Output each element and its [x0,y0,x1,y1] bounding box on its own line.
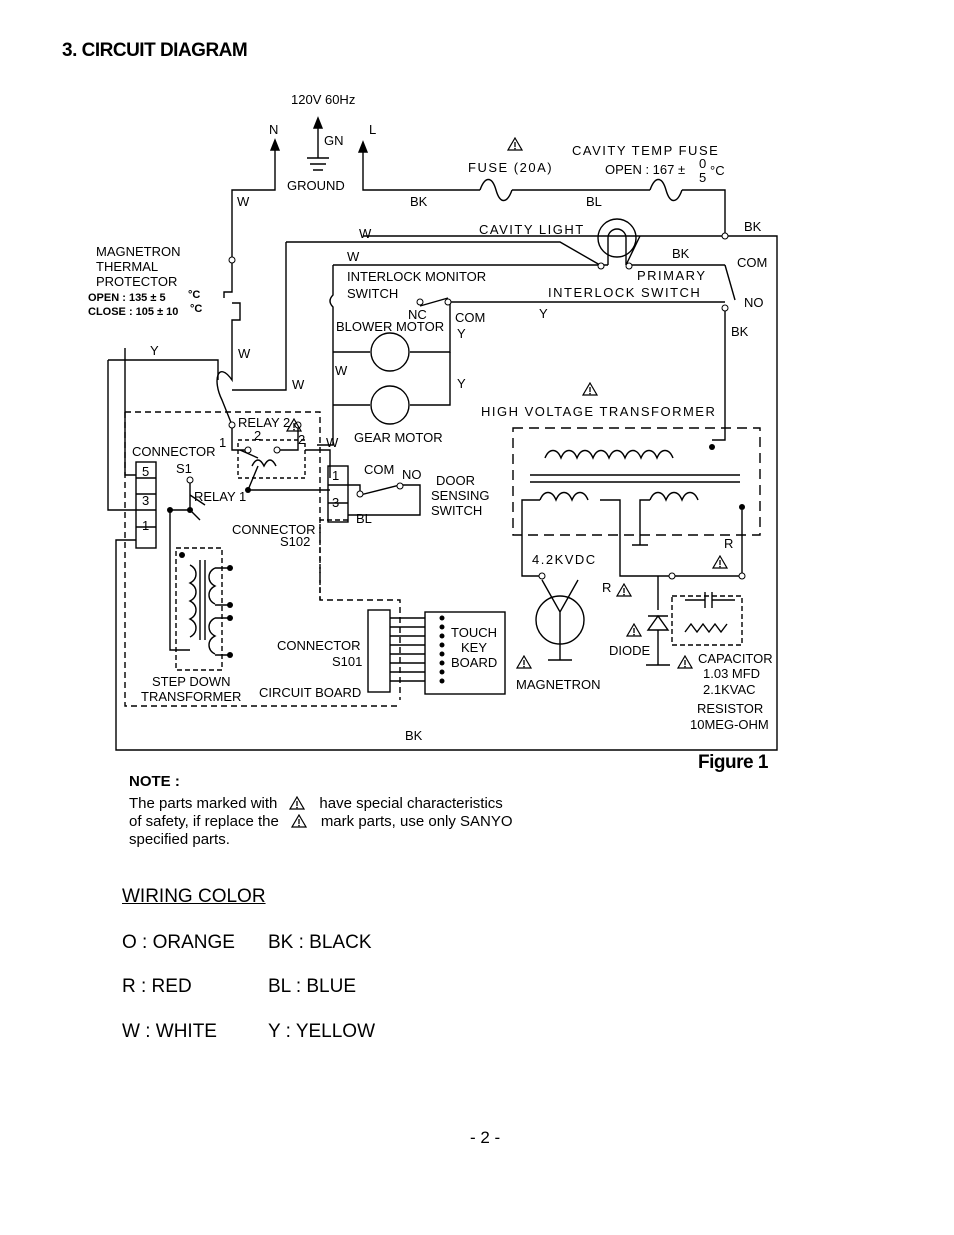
gn-label: GN [324,133,344,148]
hv-dc-label: 4.2KVDC [532,552,597,567]
resistor-value: 10MEG-OHM [690,717,769,732]
mtp-open-unit: °C [188,289,201,301]
wire-label-w: W [292,377,305,392]
relay2-label: RELAY 2 [238,415,291,430]
magnetron-label: MAGNETRON [516,677,601,692]
capacitor-value: 1.03 MFD [703,666,761,681]
open-temp-label: OPEN : 167 ± [605,162,686,177]
relay-pin-1: 1 [219,435,227,450]
neutral-label: N [269,122,279,137]
hv-transformer-label: HIGH VOLTAGE TRANSFORMER [481,404,717,419]
wiring-color-entry: BL : BLUE [268,976,357,997]
interlock-monitor-label-1: INTERLOCK MONITOR [347,269,487,284]
capacitor-voltage: 2.1KVAC [703,682,756,697]
relay-pin-2: 2 [254,428,262,443]
page-title: 3. CIRCUIT DIAGRAM [62,40,248,61]
note-title: NOTE : [129,773,180,790]
connector-s102-label: CONNECTOR [232,522,316,537]
tolerance-top: 0 [699,156,707,171]
connector-s102-id: S102 [280,534,311,549]
warning-icon [289,796,305,810]
mtp-label-1: MAGNETRON [96,244,181,259]
com-label: COM [737,255,768,270]
note-text: of safety, if replace the [129,813,279,830]
door-sensing-label-1: DOOR [436,473,475,488]
step-down-transformer-outline [176,548,222,670]
capacitor-resistor-outline [672,596,742,645]
cavity-temp-fuse-label: CAVITY TEMP FUSE [572,143,720,158]
pin-1-label: 1 [142,518,150,533]
wire-label-w: W [347,249,360,264]
wire-label-w: W [238,346,251,361]
wiring-color-entry: O : ORANGE [122,932,235,953]
wire-label-y: Y [457,326,466,341]
note-text: have special characteristics [319,795,503,812]
wire-label-bk: BK [672,246,690,261]
warning-icon [291,814,307,828]
touch-key-label-3: BOARD [451,655,498,670]
warning-icon [617,584,631,596]
wiring-color-entry: W : WHITE [122,1021,217,1042]
wire-label-bk: BK [405,728,423,743]
note-line-2 [129,813,513,830]
interlock-monitor-label-2: SWITCH [347,286,399,301]
warning-icon [517,656,531,668]
interlock-switch-label: INTERLOCK SWITCH [548,285,702,300]
line-wire [363,150,480,190]
fuse-symbol [480,180,512,201]
line-label: L [369,122,377,137]
wiring-color-title: WIRING COLOR [122,886,266,907]
wire-label-bl: BL [586,194,602,209]
circuit-board-label: CIRCUIT BOARD [259,685,362,700]
primary-interlock-contact [725,265,735,300]
warning-icon [678,656,692,668]
note-text: The parts marked with [129,795,278,812]
cavity-temp-fuse-symbol [650,180,682,201]
supply-label: 120V 60Hz [291,92,356,107]
connector-s101-id: S101 [332,654,363,669]
com-label: COM [455,310,486,325]
cavity-light-bulb [598,219,636,257]
note-line-3: specified parts. [129,831,230,848]
degree-label: °C [710,163,725,178]
interlock-monitor-contact [420,298,448,306]
wire-label-w: W [335,363,348,378]
resistor-label: RESISTOR [697,701,764,716]
wire-label-r: R [602,580,612,595]
connector-s101-block [368,610,390,692]
no-label: NO [402,467,422,482]
note-line-1 [129,795,503,812]
step-down-label-1: STEP DOWN [152,674,231,689]
wire-label-bl: BL [356,511,372,526]
relay-pin-2: 2 [298,432,306,447]
page-number: - 2 - [470,1128,501,1147]
wire-label-w: W [359,226,372,241]
pin-5-label: 5 [142,464,150,479]
touch-key-label-2: KEY [461,640,488,655]
capacitor-label: CAPACITOR [698,651,773,666]
mtp-close-label: CLOSE : 105 ± 10 [88,306,179,318]
fuse-label: FUSE (20A) [468,160,554,175]
wire-label-bk: BK [731,324,749,339]
cavity-light-label: CAVITY LIGHT [479,222,585,237]
pin-1-label: 1 [332,468,340,483]
door-sensing-label-3: SWITCH [431,503,483,518]
wire-label-w: W [237,194,250,209]
pin-3-label: 3 [142,493,150,508]
wire-label-y: Y [457,376,466,391]
thermal-protector-symbol [224,260,240,360]
blower-motor-symbol [371,333,409,371]
wiring-color-entry: R : RED [122,976,192,997]
wire-label-r: R [724,536,734,551]
wire-label-y: Y [150,343,159,358]
gear-motor-symbol [371,386,409,424]
relay1-label: RELAY 1 [194,489,247,504]
warning-icon [627,624,641,636]
note-text: mark parts, use only SANYO [320,813,513,830]
connector-s1-id: S1 [176,461,192,476]
no-label: NO [744,295,764,310]
connector-s101-label: CONNECTOR [277,638,361,653]
tolerance-bottom: 5 [699,170,707,185]
wire-label-y: Y [539,306,548,321]
mtp-close-unit: °C [190,303,203,315]
blower-motor-label: BLOWER MOTOR [336,319,445,334]
figure-label: Figure 1 [698,752,768,773]
wire-label-bk: BK [744,219,762,234]
mtp-label-3: PROTECTOR [96,274,178,289]
warning-icon [508,138,522,150]
door-sensing-label-2: SENSING [431,488,490,503]
ground-label: GROUND [287,178,345,193]
mtp-label-2: THERMAL [96,259,159,274]
wiring-color-entry: BK : BLACK [268,932,372,953]
wire-label-w: W [326,435,339,450]
gear-motor-label: GEAR MOTOR [354,430,443,445]
warning-icon [583,383,597,395]
com-label: COM [364,462,395,477]
touch-key-label-1: TOUCH [451,625,497,640]
mtp-open-label: OPEN : 135 ± 5 [88,292,166,304]
nc-label: NC [408,307,427,322]
pin-3-label: 3 [332,495,340,510]
diode-label: DIODE [609,643,651,658]
warning-icon [713,556,727,568]
primary-label: PRIMARY [637,268,707,283]
wire-label-bk: BK [410,194,428,209]
wiring-color-entry: Y : YELLOW [268,1021,376,1042]
connector-s1-label: CONNECTOR [132,444,216,459]
step-down-label-2: TRANSFORMER [141,689,242,704]
